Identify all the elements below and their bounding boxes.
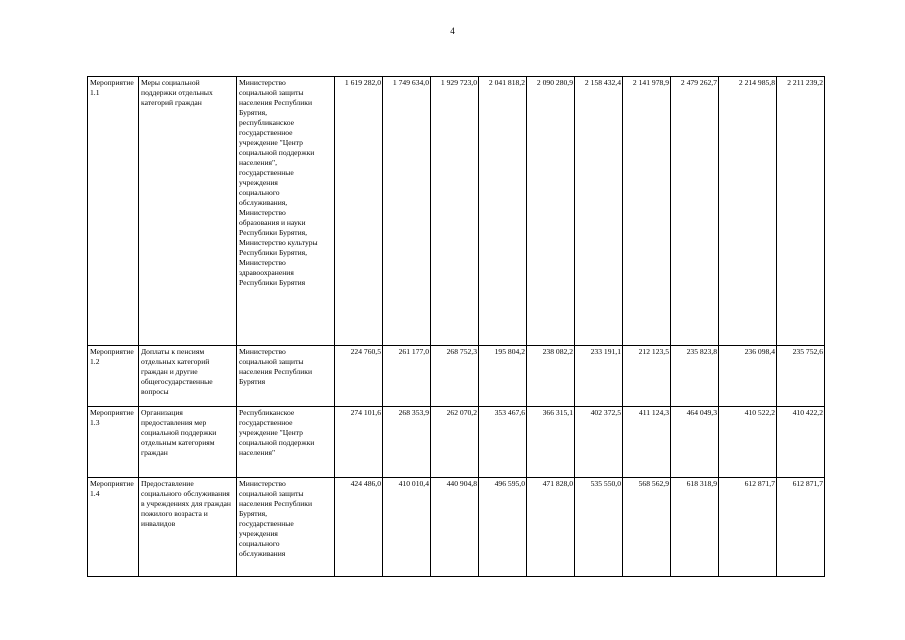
value-cell: 2 158 432,4 [575, 77, 623, 346]
value-cell: 268 752,3 [431, 346, 479, 407]
value-cell: 195 804,2 [479, 346, 527, 407]
value-cell: 496 595,0 [479, 478, 527, 577]
value-cell: 471 828,0 [527, 478, 575, 577]
value-cell: 568 562,9 [623, 478, 671, 577]
value-cell: 410 522,2 [719, 407, 777, 478]
value-cell: 612 871,7 [719, 478, 777, 577]
value-cell: 440 904,8 [431, 478, 479, 577]
value-cell: 268 353,9 [383, 407, 431, 478]
measure-name: Доплаты к пенсиям отдельных категорий граждан и другие общегосударственные вопросы [139, 346, 237, 407]
table-row [88, 407, 825, 478]
responsible-org: Республиканское государственное учреждение "Центр социальной поддержки населения" [237, 407, 335, 478]
table-row [88, 346, 825, 407]
value-cell: 366 315,1 [527, 407, 575, 478]
value-cell: 233 191,1 [575, 346, 623, 407]
value-cell: 2 211 239,2 [777, 77, 825, 346]
value-cell: 353 467,6 [479, 407, 527, 478]
table-row [88, 478, 825, 577]
value-cell: 2 041 818,2 [479, 77, 527, 346]
budget-table [87, 76, 825, 577]
value-cell: 2 141 978,9 [623, 77, 671, 346]
value-cell: 410 422,2 [777, 407, 825, 478]
value-cell: 411 124,3 [623, 407, 671, 478]
responsible-org: Министерство социальной защиты населения Республики Бурятия, республиканское государственное учреждение "Центр социальной поддержки населения", государственные учреждения социального обслуживания, Министерство образования и науки Республики Бурятия, Министерство культуры Республики Бурятия, Министерство здравоохранения Республики Бурятия [237, 77, 335, 346]
value-cell: 235 752,6 [777, 346, 825, 407]
value-cell: 1 619 282,0 [335, 77, 383, 346]
measure-code: Мероприятие 1.4 [88, 478, 139, 577]
value-cell: 2 479 262,7 [671, 77, 719, 346]
value-cell: 424 486,0 [335, 478, 383, 577]
responsible-org: Министерство социальной защиты населения Республики Бурятия, государственные учреждения социального обслуживания [237, 478, 335, 577]
value-cell: 618 318,9 [671, 478, 719, 577]
measure-name: Организация предоставления мер социальной поддержки отдельным категориям граждан [139, 407, 237, 478]
value-cell: 2 090 280,9 [527, 77, 575, 346]
value-cell: 224 760,5 [335, 346, 383, 407]
value-cell: 464 049,3 [671, 407, 719, 478]
value-cell: 261 177,0 [383, 346, 431, 407]
value-cell: 236 098,4 [719, 346, 777, 407]
value-cell: 410 010,4 [383, 478, 431, 577]
measure-code: Мероприятие 1.2 [88, 346, 139, 407]
table-row [88, 77, 825, 346]
value-cell: 262 070,2 [431, 407, 479, 478]
measure-code: Мероприятие 1.3 [88, 407, 139, 478]
value-cell: 235 823,8 [671, 346, 719, 407]
value-cell: 2 214 985,8 [719, 77, 777, 346]
value-cell: 1 749 634,0 [383, 77, 431, 346]
value-cell: 1 929 723,0 [431, 77, 479, 346]
value-cell: 212 123,5 [623, 346, 671, 407]
value-cell: 535 550,0 [575, 478, 623, 577]
responsible-org: Министерство социальной защиты населения Республики Бурятия [237, 346, 335, 407]
measure-name: Предоставление социального обслуживания в учреждениях для граждан пожилого возраста и инвалидов [139, 478, 237, 577]
page-number: 4 [450, 26, 455, 36]
value-cell: 402 372,5 [575, 407, 623, 478]
measure-name: Меры социальной поддержки отдельных категорий граждан [139, 77, 237, 346]
value-cell: 274 101,6 [335, 407, 383, 478]
measure-code: Мероприятие 1.1 [88, 77, 139, 346]
value-cell: 238 082,2 [527, 346, 575, 407]
value-cell: 612 871,7 [777, 478, 825, 577]
